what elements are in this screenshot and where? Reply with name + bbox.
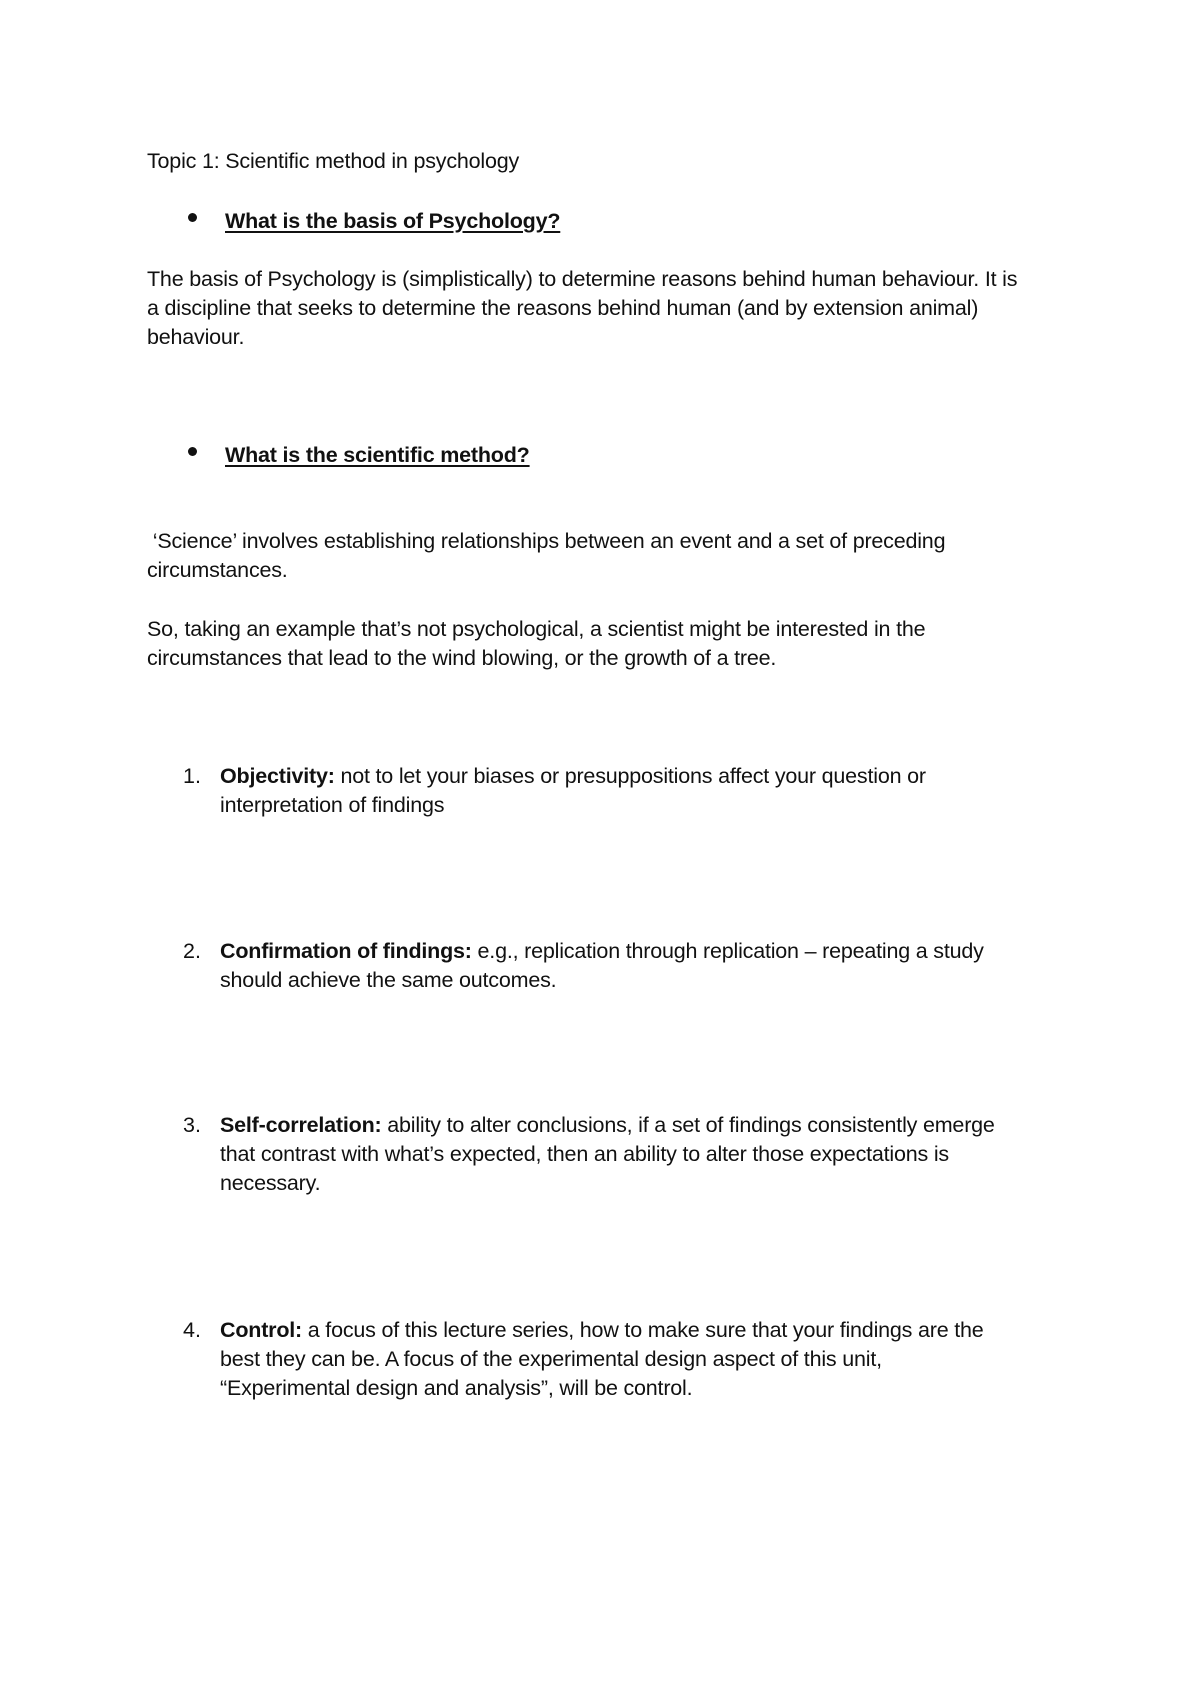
- list-item-line: necessary.: [220, 1171, 321, 1195]
- list-item-text: e.g., replication through replication – repeating a study: [471, 939, 984, 963]
- list-number: 4.: [183, 1318, 201, 1342]
- list-item: [220, 762, 926, 820]
- list-item-term: Confirmation of findings:: [220, 939, 472, 963]
- paragraph-line: circumstances that lead to the wind blowing, or the growth of a tree.: [147, 646, 777, 670]
- list-item-first-line: [220, 762, 926, 791]
- paragraph-line: a discipline that seeks to determine the reasons behind human (and by extension animal): [147, 296, 979, 320]
- list-item: [220, 1316, 984, 1403]
- list-item-line: should achieve the same outcomes.: [220, 968, 557, 992]
- list-item-first-line: [220, 1316, 984, 1345]
- bullet-icon: [188, 447, 197, 456]
- paragraph-line: The basis of Psychology is (simplistically) to determine reasons behind human behaviour. It is: [147, 267, 1018, 291]
- section-heading-basis: What is the basis of Psychology?: [225, 209, 561, 233]
- list-item-first-line: [220, 1111, 995, 1140]
- list-number: 2.: [183, 939, 201, 963]
- list-number: 1.: [183, 764, 201, 788]
- section-heading-scientific-method: What is the scientific method?: [225, 443, 530, 467]
- list-number: 3.: [183, 1113, 201, 1137]
- page-title: Topic 1: Scientific method in psychology: [147, 149, 520, 173]
- list-item-term: Objectivity:: [220, 764, 335, 788]
- list-item-line: best they can be. A focus of the experimental design aspect of this unit,: [220, 1347, 882, 1371]
- list-item-term: Self-correlation:: [220, 1113, 382, 1137]
- list-item-line: “Experimental design and analysis”, will be control.: [220, 1376, 693, 1400]
- paragraph-line: So, taking an example that’s not psychological, a scientist might be interested in the: [147, 617, 926, 641]
- list-item-term: Control:: [220, 1318, 302, 1342]
- list-item-text: ability to alter conclusions, if a set of findings consistently emerge: [381, 1113, 995, 1137]
- list-item-text: a focus of this lecture series, how to make sure that your findings are the: [302, 1318, 984, 1342]
- bullet-icon: [188, 213, 197, 222]
- list-item-line: interpretation of findings: [220, 793, 445, 817]
- list-item: [220, 937, 984, 995]
- paragraph-line: circumstances.: [147, 558, 288, 582]
- list-item-first-line: [220, 937, 984, 966]
- paragraph-line: behaviour.: [147, 325, 245, 349]
- list-item: [220, 1111, 995, 1198]
- paragraph-line: ‘Science’ involves establishing relationships between an event and a set of preceding: [147, 529, 946, 553]
- list-item-text: not to let your biases or presuppositions affect your question or: [334, 764, 926, 788]
- list-item-line: that contrast with what’s expected, then an ability to alter those expectations is: [220, 1142, 949, 1166]
